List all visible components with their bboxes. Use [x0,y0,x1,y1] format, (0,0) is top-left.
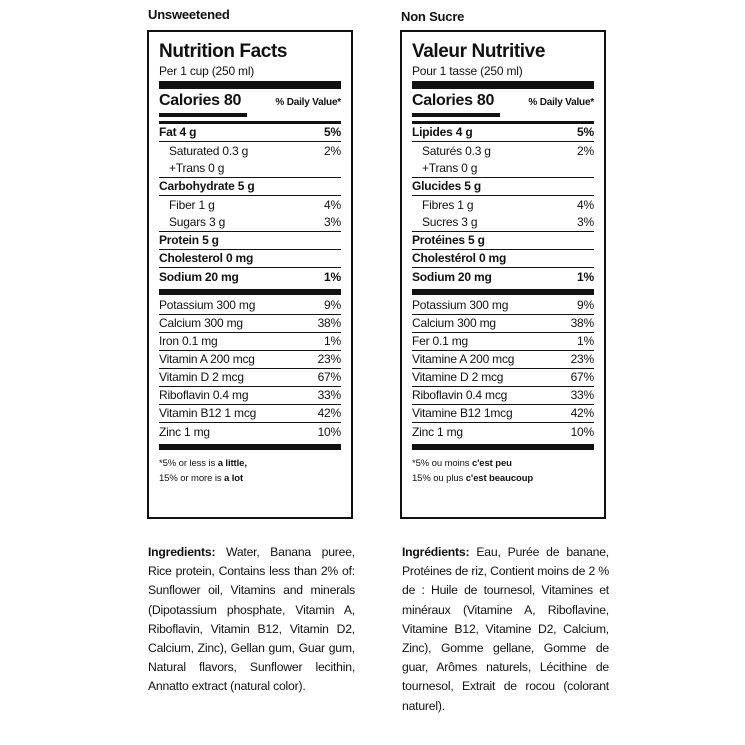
nutrient-row-vitamine-d [412,369,594,387]
nutrient-label: Zinc 1 mg [159,424,210,439]
nutrient-row-riboflavin [159,387,341,405]
nutrient-value: 23% [570,352,594,366]
footnote-text: *5% or less is [159,458,218,469]
nutrient-row-potassium [159,297,341,315]
nutrient-list-minerals [159,297,341,441]
nutrient-row-iron [159,333,341,351]
nutrient-value: 1% [577,334,594,348]
nutrient-row-vitamin-a [159,351,341,369]
nutrient-label: Riboflavin 0.4 mcg [412,388,508,402]
daily-value-footnote [159,456,341,486]
nutrient-row-satures [412,142,594,160]
nutrient-value: 3% [324,215,341,229]
ingredients-text: Eau, Purée de banane, Protéines de riz, Contient moins de 2 % de : Huile de tournesol, Vitamines et minéraux (Vitamine A, Riboflavine, Vitamine B12, Vitamine D2, Calcium, Zinc), Gomme gellane, Gomme de guar, Arômes naturels, Lécithine de tournesol, Extrait de rocou (colorant naturel). [402,545,609,713]
left-column-title: Unsweetened [148,7,230,22]
nutrient-value: 10% [570,424,594,439]
nutrient-label: Sodium 20 mg [412,269,492,284]
nutrient-label: Fiber 1 g [169,197,215,212]
nutrient-row-calcium [412,315,594,333]
nutrient-label: Vitamin D 2 mcg [159,370,244,384]
footnote-text: 15% ou plus [412,473,466,484]
daily-value-header: % Daily Value* [528,97,594,108]
nutrient-row-vitamine-a [412,351,594,369]
nutrient-label: Potassium 300 mg [159,298,256,312]
nutrient-value: 42% [570,406,594,420]
daily-value-header: % Daily Value* [275,97,341,108]
footnote-emphasis: a little, [217,458,247,469]
nutrient-row-zinc [412,423,594,441]
nutrient-list-main [412,124,594,286]
nutrient-label: Calcium 300 mg [159,316,243,330]
footnote-text: *5% ou moins [412,458,472,469]
nutrient-label: +Trans 0 g [422,161,478,175]
nutrient-value: 3% [577,215,594,229]
nutrient-row-sucres [412,214,594,232]
nutrient-label: Vitamine B12 1mcg [412,406,513,420]
serving-size: Pour 1 tasse (250 ml) [412,64,523,78]
nutrient-value: 38% [317,316,341,330]
nutrient-label: Lipides 4 g [412,125,473,139]
nutrient-value: 2% [577,143,594,158]
valeur-nutritive-panel [400,30,606,519]
nutrient-label: Protein 5 g [159,233,219,247]
nutrient-value: 1% [577,269,594,284]
nutrient-value: 67% [570,370,594,384]
nutrient-row-proteines [412,232,594,250]
panel-heading: Nutrition Facts [159,41,288,62]
nutrient-label: Vitamin A 200 mcg [159,352,255,366]
nutrient-value: 33% [317,388,341,402]
calories-row [412,92,594,112]
divider-thick [412,289,594,295]
nutrient-label: Zinc 1 mg [412,424,463,439]
nutrient-value: 23% [317,352,341,366]
nutrient-row-glucides [412,178,594,196]
calories-underline [159,113,247,117]
nutrient-value: 33% [570,388,594,402]
nutrient-list-minerals [412,297,594,441]
ingredients-french [402,543,609,716]
nutrient-row-trans [412,160,594,178]
nutrient-row-sodium [159,268,341,286]
divider-thick [412,444,594,450]
nutrient-row-fiber [159,196,341,214]
ingredients-label: Ingrédients: [402,545,470,559]
nutrient-value: 9% [577,298,594,312]
nutrient-row-fat [159,124,341,142]
nutrient-row-cholesterol [412,250,594,268]
nutrient-label: Sugars 3 g [169,215,226,229]
right-column-title: Non Sucre [401,9,465,24]
nutrient-row-saturated [159,142,341,160]
nutrient-label: Sodium 20 mg [159,269,239,284]
footnote-emphasis: c'est peu [471,458,512,469]
nutrient-label: Protéines 5 g [412,233,485,247]
nutrient-label: Fibres 1 g [422,197,474,212]
serving-size: Per 1 cup (250 ml) [159,64,255,78]
nutrient-label: +Trans 0 g [169,161,225,175]
nutrient-row-trans [159,160,341,178]
nutrient-value: 4% [324,197,341,212]
nutrient-value: 5% [577,125,594,139]
nutrient-label: Riboflavin 0.4 mg [159,388,249,402]
nutrient-value: 4% [577,197,594,212]
nutrient-value: 38% [570,316,594,330]
divider-thick [159,81,341,89]
calories-underline [412,113,500,117]
nutrient-label: Sucres 3 g [422,215,478,229]
nutrient-label: Vitamine A 200 mcg [412,352,515,366]
footnote-text: 15% or more is [159,473,225,484]
footnote-emphasis: c'est beaucoup [465,473,534,484]
nutrient-label: Iron 0.1 mg [159,334,218,348]
nutrient-value: 5% [324,125,341,139]
nutrition-facts-panel [147,30,353,519]
nutrient-label: Fat 4 g [159,125,197,139]
nutrient-row-calcium [159,315,341,333]
nutrient-row-vitamin-b12 [159,405,341,423]
nutrient-value: 1% [324,269,341,284]
nutrient-row-vitamin-d [159,369,341,387]
calories-label: Calories 80 [159,92,242,109]
nutrient-row-sugars [159,214,341,232]
divider-thick [159,444,341,450]
nutrient-label: Vitamin B12 1 mcg [159,406,257,420]
nutrient-label: Saturés 0.3 g [422,143,491,158]
nutrient-value: 42% [317,406,341,420]
divider-thick [159,289,341,295]
nutrient-row-zinc [159,423,341,441]
nutrient-row-protein [159,232,341,250]
nutrient-value: 2% [324,143,341,158]
nutrient-row-cholesterol [159,250,341,268]
nutrient-label: Vitamine D 2 mcg [412,370,504,384]
nutrient-value: 67% [317,370,341,384]
nutrient-label: Cholestérol 0 mg [412,251,507,265]
ingredients-label: Ingredients: [148,545,216,559]
footnote-emphasis: a lot [224,473,244,484]
nutrient-row-lipides [412,124,594,142]
nutrient-row-vitamine-b12 [412,405,594,423]
ingredients-english [148,543,355,697]
nutrient-row-sodium [412,268,594,286]
nutrient-value: 9% [324,298,341,312]
nutrient-row-fibres [412,196,594,214]
nutrient-list-main [159,124,341,286]
nutrient-label: Saturated 0.3 g [169,143,249,158]
nutrient-value: 10% [317,424,341,439]
nutrient-row-carbohydrate [159,178,341,196]
nutrient-label: Cholesterol 0 mg [159,251,254,265]
calories-row [159,92,341,112]
daily-value-footnote [412,456,594,486]
nutrient-row-fer [412,333,594,351]
nutrient-label: Carbohydrate 5 g [159,179,255,193]
nutrient-label: Calcium 300 mg [412,316,496,330]
nutrient-row-riboflavin [412,387,594,405]
panel-heading: Valeur Nutritive [412,41,545,62]
nutrient-label: Potassium 300 mg [412,298,509,312]
ingredients-text: Water, Banana puree, Rice protein, Contains less than 2% of: Sunflower oil, Vitamins and minerals (Dipotassium phosphate, Vitamin A, Riboflavin, Vitamin B12, Vitamin D2, Calcium, Zinc), Gellan gum, Guar gum, Natural flavors, Sunflower lecithin, Annatto extract (natural color). [148,545,355,694]
nutrient-row-potassium [412,297,594,315]
calories-label: Calories 80 [412,92,495,109]
nutrient-value: 1% [324,334,341,348]
nutrient-label: Fer 0.1 mg [412,334,469,348]
nutrient-label: Glucides 5 g [412,179,481,193]
divider-thick [412,81,594,89]
